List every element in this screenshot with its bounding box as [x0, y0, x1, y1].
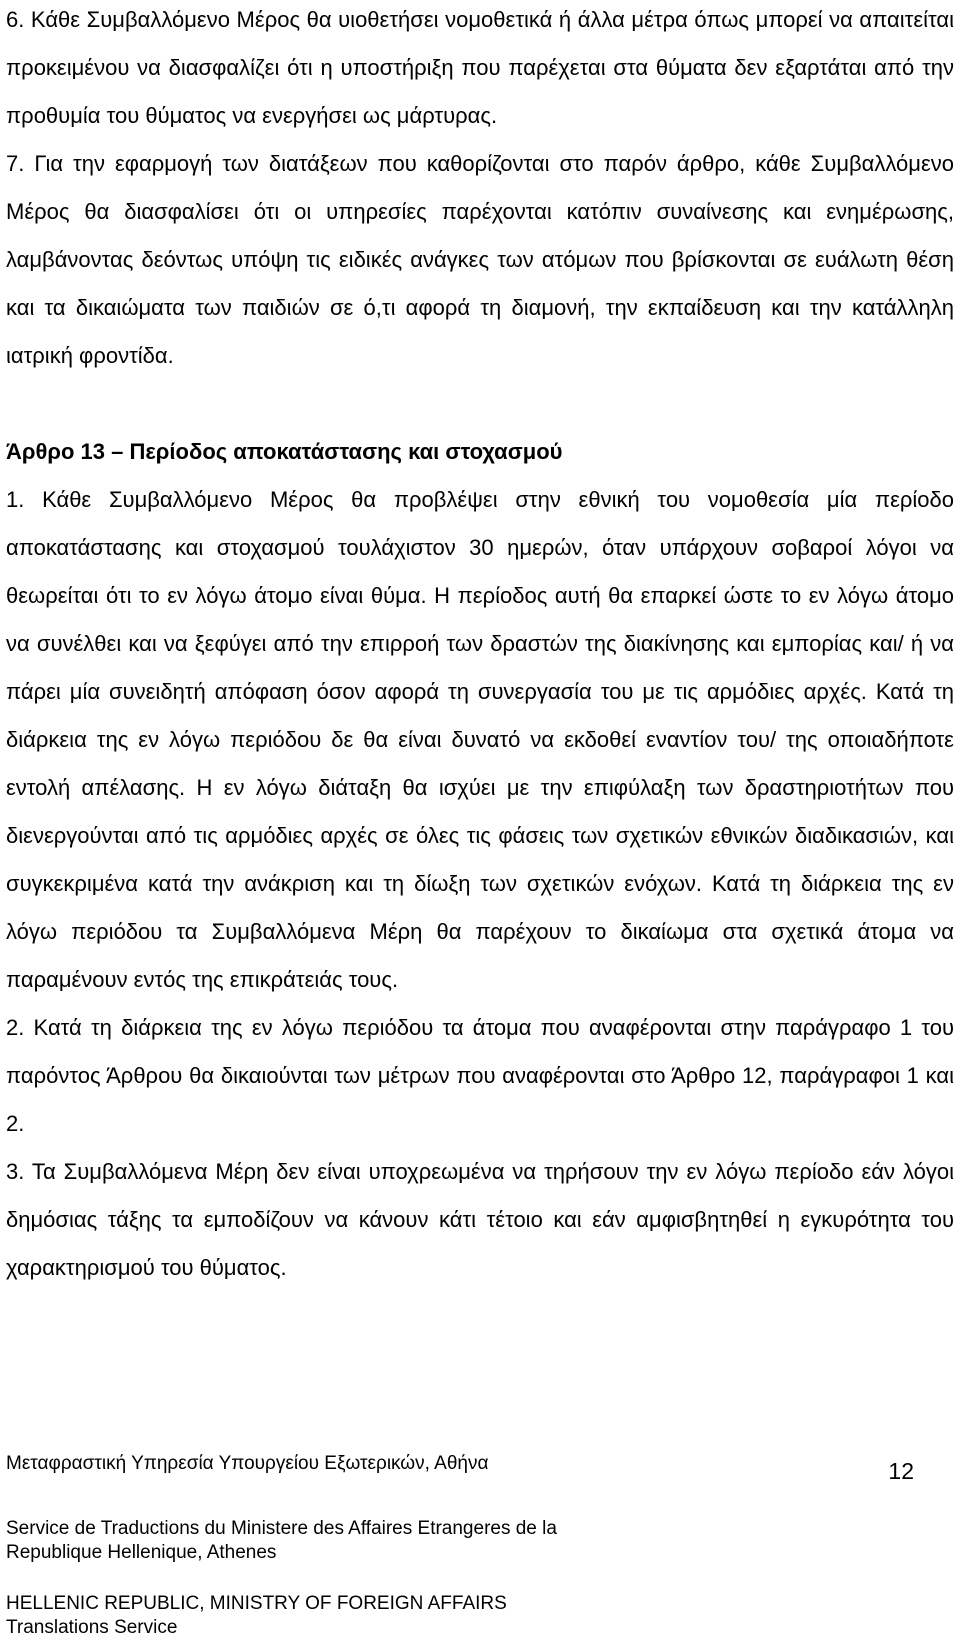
- section-spacer: [6, 380, 954, 428]
- paragraph-6: 6. Κάθε Συμβαλλόμενο Μέρος θα υιοθετήσει νομοθετικά ή άλλα μέτρα όπως μπορεί να απαιτείται προκειμένου να διασφαλίζει ότι η υποστήριξη που παρέχεται στα θύματα δεν εξαρτάται από την προθυμία του θύματος να ενεργήσει ως μάρτυρας.: [6, 7, 954, 128]
- footer-ministry-greek: Μεταφραστική Υπηρεσία Υπουργείου Εξωτερικών, Αθήνα: [6, 1453, 489, 1474]
- page-number: 12: [888, 1458, 914, 1484]
- footer-english: [6, 1592, 726, 1640]
- document-body: [6, 0, 954, 1292]
- article-13-paragraph-1: 1. Κάθε Συμβαλλόμενο Μέρος θα προβλέψει στην εθνική του νομοθεσία μία περίοδο αποκατάστασης και στοχασμού τουλάχιστον 30 ημερών, όταν υπάρχουν σοβαροί λόγοι να θεωρείται ότι το εν λόγω άτομο είναι θύμα. Η περίοδος αυτή θα επαρκεί ώστε το εν λόγω άτομο να συνέλθει και να ξεφύγει από την επιρροή των δραστών της διακίνησης και εμπορίας και/ ή να πάρει μία συνειδητή απόφαση όσον αφορά τη συνεργασία του με τις αρμόδιες αρχές. Κατά τη διάρκεια της εν λόγω περιόδου δε θα είναι δυνατό να εκδοθεί εναντίον του/ της οποιαδήποτε εντολή απέλασης. Η εν λόγω διάταξη θα ισχύει με την επιφύλαξη των δραστηριοτήτων που διενεργούνται από τις αρμόδιες αρχές σε όλες τις φάσεις των σχετικών εθνικών διαδικασιών, και συγκεκριμένα κατά την ανάκριση και τη δίωξη των σχετικών ενόχων. Κατά τη διάρκεια της εν λόγω περιόδου τα Συμβαλλόμενα Μέρη θα παρέχουν το δικαίωμα στα σχετικά άτομα να παραμένουν εντός της επικράτειάς τους.: [6, 487, 954, 992]
- footer-french-line-2: Republique Hellenique, Athenes: [6, 1542, 277, 1563]
- footer-english-line-2: Translations Service: [6, 1617, 178, 1638]
- article-heading: Άρθρο 13 – Περίοδος αποκατάστασης και στοχασμού: [6, 439, 563, 464]
- footer-english-line-1: HELLENIC REPUBLIC, MINISTRY OF FOREIGN AFFAIRS: [6, 1593, 507, 1614]
- article-13-paragraph-3: 3. Τα Συμβαλλόμενα Μέρη δεν είναι υποχρεωμένα να τηρήσουν την εν λόγω περίοδο εάν λόγοι δημόσιας τάξης τα εμποδίζουν να κάνουν κάτι τέτοιο και εάν αμφισβητηθεί η εγκυρότητα του χαρακτηρισμού του θύματος.: [6, 1159, 954, 1280]
- paragraph-7: 7. Για την εφαρμογή των διατάξεων που καθορίζονται στο παρόν άρθρο, κάθε Συμβαλλόμενο Μέρος θα διασφαλίσει ότι οι υπηρεσίες παρέχονται κατόπιν συναίνεσης και ενημέρωσης, λαμβάνοντας δεόντως υπόψη τις ειδικές ανάγκες των ατόμων που βρίσκονται σε ευάλωτη θέση και τα δικαιώματα των παιδιών σε ό,τι αφορά τη διαμονή, την εκπαίδευση και την κατάλληλη ιατρική φροντίδα.: [6, 151, 954, 368]
- footer-french: [6, 1517, 726, 1565]
- footer-french-line-1: Service de Traductions du Ministere des Affaires Etrangeres de la: [6, 1518, 557, 1539]
- article-13-paragraph-2: 2. Κατά τη διάρκεια της εν λόγω περιόδου τα άτομα που αναφέρονται στην παράγραφο 1 του παρόντος Άρθρου θα δικαιούνται των μέτρων που αναφέρονται στο Άρθρο 12, παράγραφοι 1 και 2.: [6, 1015, 954, 1136]
